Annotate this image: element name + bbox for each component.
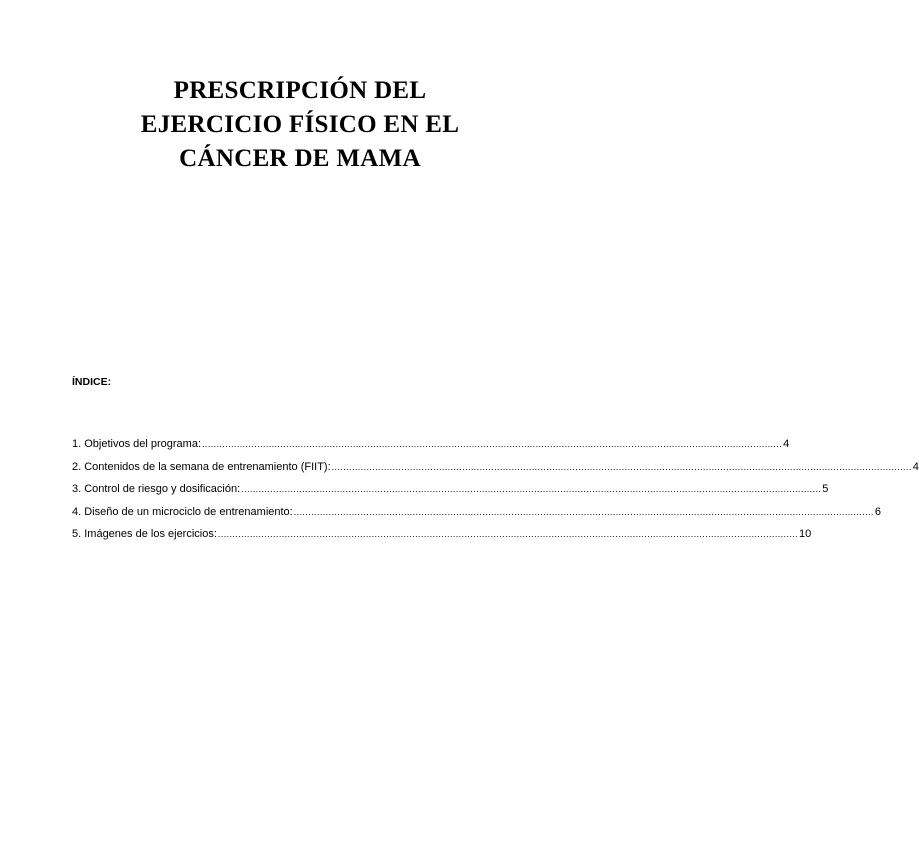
toc-entry-microciclo[interactable]: [72, 505, 881, 529]
title-line-1: PRESCRIPCIÓN DEL: [173, 77, 427, 104]
toc-entry-control-riesgo[interactable]: [72, 483, 829, 506]
toc-dot-leader: ........................................................................................................................................................................................................: [202, 439, 783, 449]
toc-entry-page: 5: [822, 483, 829, 495]
toc-entry-label: 3. Control de riesgo y dosificación:: [72, 483, 241, 495]
toc-dot-leader: ........................................................................................................................................................................................................: [293, 506, 874, 517]
toc-dot-leader: ........................................................................................................................................................................................................: [331, 461, 912, 472]
toc-entry-imagenes[interactable]: [72, 528, 812, 551]
index-heading: ÍNDICE:: [72, 376, 112, 388]
document-title: [0, 74, 600, 176]
toc-entry-page: 4: [912, 460, 919, 473]
title-line-3: CÁNCER DE MAMA: [179, 145, 421, 172]
toc-entry-page: 4: [783, 438, 790, 450]
title-line-2: EJERCICIO FÍSICO EN EL: [140, 111, 460, 138]
toc-entry-label: 1. Objetivos del programa:: [72, 438, 202, 450]
toc-entry-page: 6: [874, 505, 881, 518]
toc-entry-page: 10: [799, 528, 812, 540]
table-of-contents: [72, 438, 919, 551]
toc-entry-contenidos[interactable]: [72, 460, 919, 484]
toc-entry-label: 5. Imágenes de los ejercicios:: [72, 528, 217, 540]
toc-entry-objetivos[interactable]: [72, 438, 790, 461]
toc-entry-label: 2. Contenidos de la semana de entrenamiento (FIIT):: [72, 460, 331, 473]
toc-dot-leader: ........................................................................................................................................................................................................: [241, 484, 822, 494]
toc-entry-label: 4. Diseño de un microciclo de entrenamiento:: [72, 505, 293, 518]
toc-dot-leader: ........................................................................................................................................................................................................: [217, 529, 799, 539]
